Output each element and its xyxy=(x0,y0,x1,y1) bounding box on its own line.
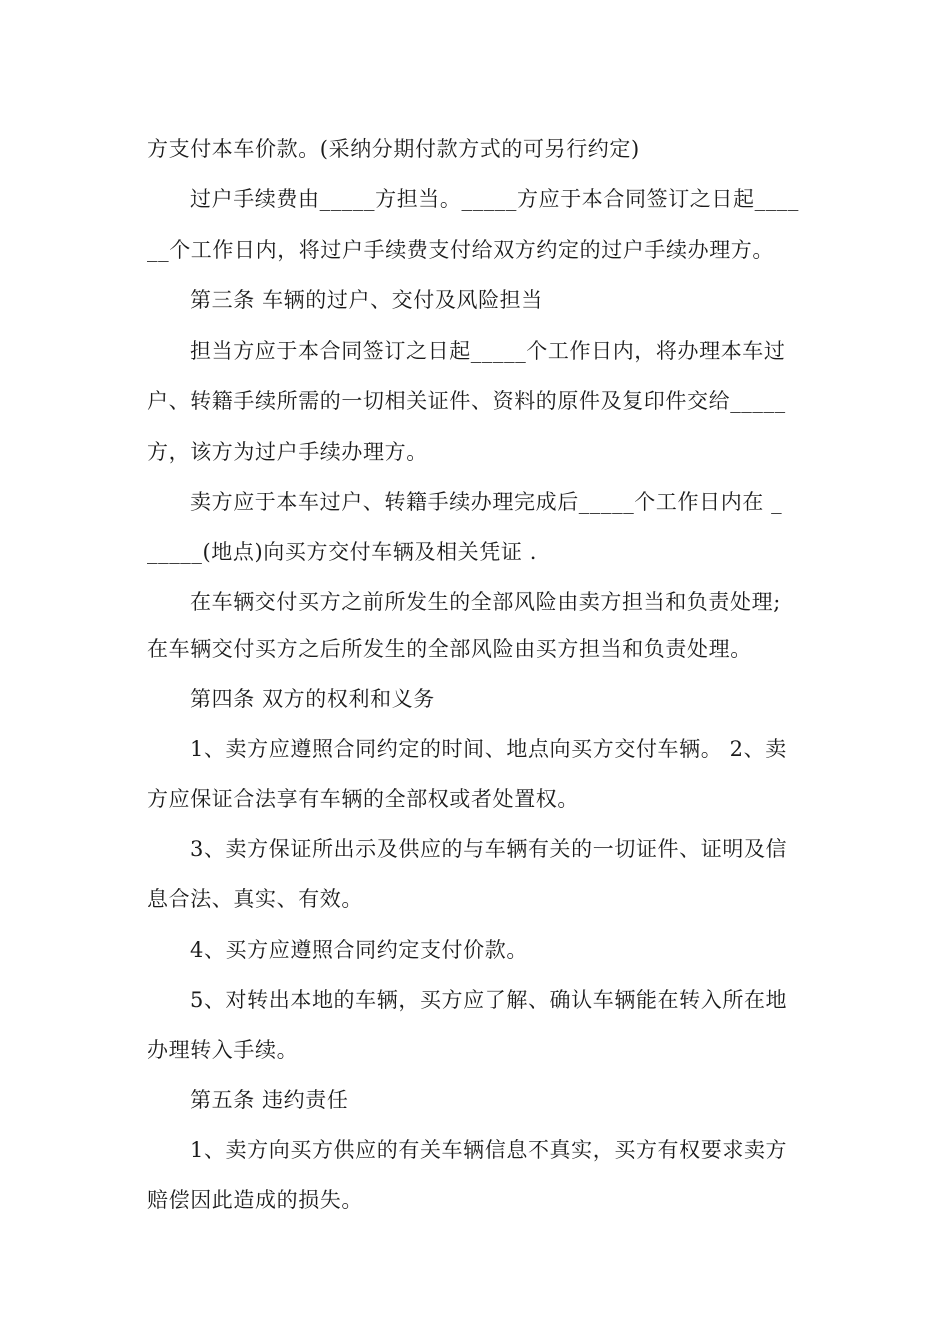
text-line: 3、卖方保证所出示及供应的与车辆有关的一切证件、证明及信 xyxy=(190,837,788,861)
text-line: 5、对转出本地的车辆，买方应了解、确认车辆能在转入所在地 xyxy=(190,988,788,1012)
text-line: 过户手续费由_____方担当。_____方应于本合同签订之日起____ xyxy=(190,187,799,211)
text-line: 户、转籍手续所需的一切相关证件、资料的原件及复印件交给_____ xyxy=(147,389,786,413)
text-line: 1、卖方向买方供应的有关车辆信息不真实，买方有权要求卖方 xyxy=(190,1138,788,1162)
text-line: 方应保证合法享有车辆的全部权或者处置权。 xyxy=(147,787,579,811)
text-line: __个工作日内，将过户手续费支付给双方约定的过户手续办理方。 xyxy=(147,238,774,262)
text-line: _____(地点)向买方交付车辆及相关凭证 . xyxy=(147,540,538,564)
text-line: 办理转入手续。 xyxy=(147,1038,299,1062)
section-heading: 第三条 车辆的过户、交付及风险担当 xyxy=(190,288,543,312)
text-line: 在车辆交付买方之前所发生的全部风险由卖方担当和负责处理; xyxy=(190,590,781,614)
text-line: 方支付本车价款。(采纳分期付款方式的可另行约定) xyxy=(147,137,640,161)
text-line: 1、卖方应遵照合同约定的时间、地点向买方交付车辆。 2、卖 xyxy=(190,737,787,761)
text-line: 方，该方为过户手续办理方。 xyxy=(147,440,428,464)
text-line: 担当方应于本合同签订之日起_____个工作日内，将办理本车过 xyxy=(190,339,786,363)
text-line: 赔偿因此造成的损失。 xyxy=(147,1188,363,1212)
text-line: 卖方应于本车过户、转籍手续办理完成后_____个工作日内在 _ xyxy=(190,490,783,514)
section-heading: 第五条 违约责任 xyxy=(190,1088,349,1112)
text-line: 4、买方应遵照合同约定支付价款。 xyxy=(190,938,528,962)
section-heading: 第四条 双方的权利和义务 xyxy=(190,687,435,711)
text-line: 在车辆交付买方之后所发生的全部风险由买方担当和负责处理。 xyxy=(147,637,752,661)
text-line: 息合法、真实、有效。 xyxy=(147,887,363,911)
